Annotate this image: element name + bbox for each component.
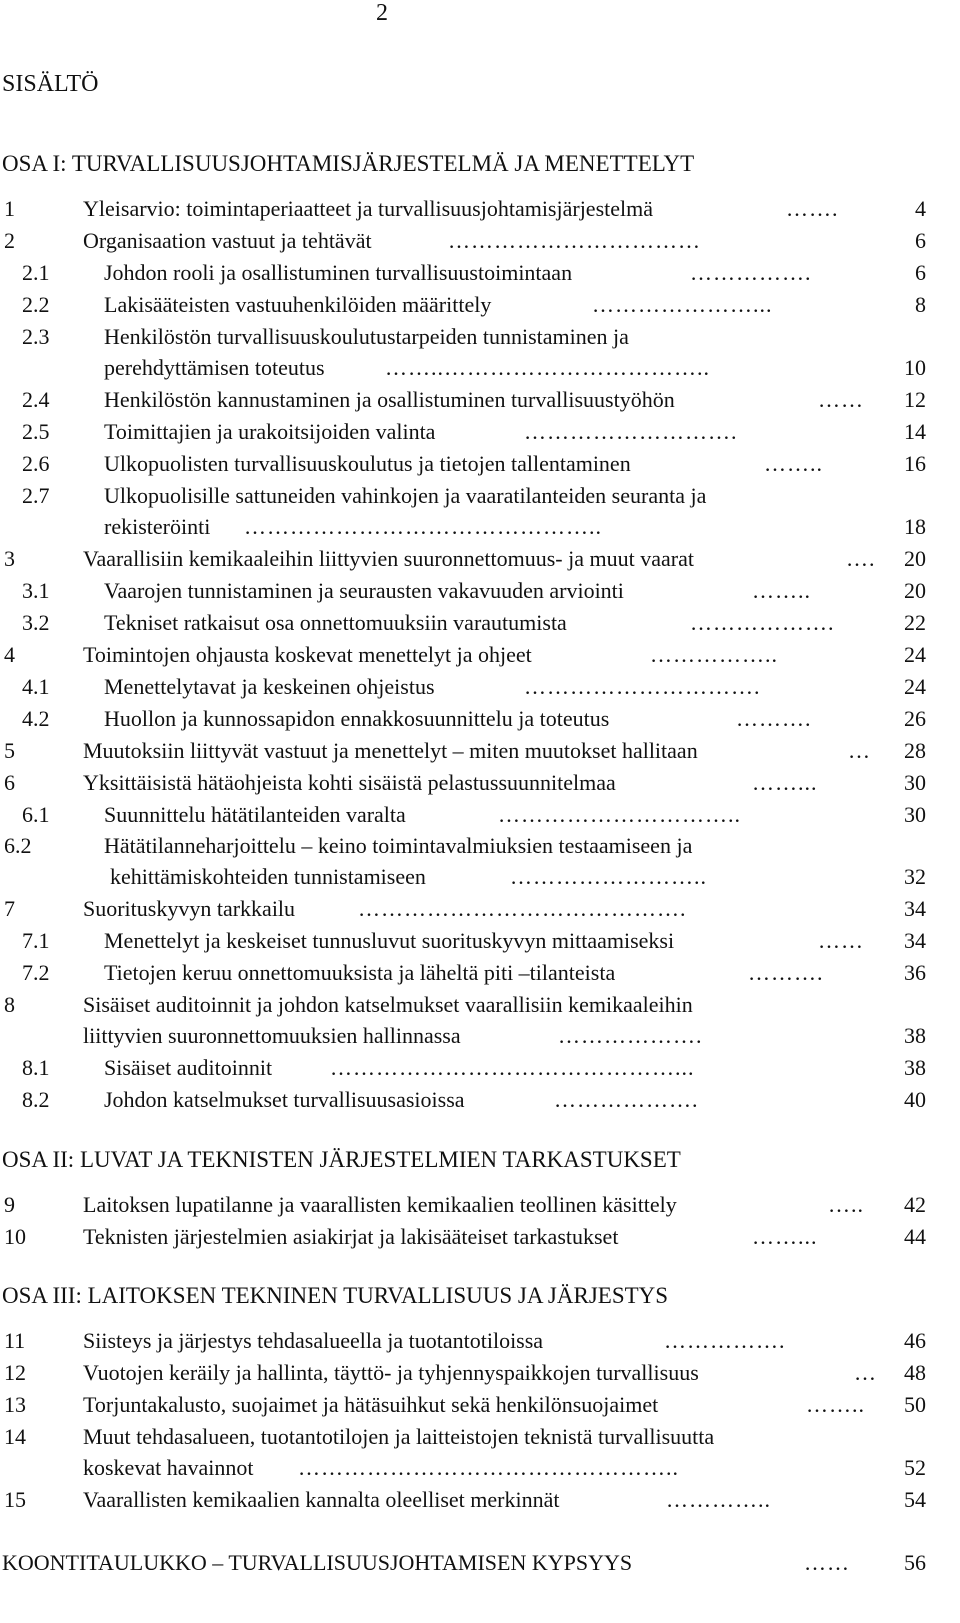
entry-number: 3.1: [22, 578, 50, 603]
entry-number: 9: [4, 1192, 15, 1217]
entry-number: 2: [4, 228, 15, 253]
entry-page: 34: [904, 928, 926, 953]
entry-leader: ……….: [736, 706, 812, 731]
entry-page: 6: [915, 228, 926, 253]
entry-title: Suunnittelu hätätilanteiden varalta: [104, 802, 406, 827]
entry-leader: ….: [846, 546, 876, 571]
entry-title: Tekniset ratkaisut osa onnettomuuksiin varautumista: [104, 610, 567, 635]
entry-leader: ……………….: [690, 610, 835, 635]
entry-leader: …………………………..: [498, 802, 741, 827]
entry-leader: …………….: [664, 1328, 786, 1353]
entry-page: 8: [915, 292, 926, 317]
toc-entry[interactable]: [0, 862, 960, 894]
entry-number: 2.5: [22, 419, 50, 444]
entry-page: 6: [915, 260, 926, 285]
entry-title: Muutoksiin liittyvät vastuut ja menettelyt – miten muutokset hallitaan: [83, 738, 698, 763]
toc-entry[interactable]: [0, 1485, 960, 1517]
entry-title: Tietojen keruu onnettomuuksista ja läheltä piti –tilanteista: [104, 960, 616, 985]
entry-title: koskevat havainnot: [83, 1455, 254, 1480]
toc-entry[interactable]: [0, 1548, 960, 1580]
entry-title: Lakisääteisten vastuuhenkilöiden määrittely: [104, 292, 492, 317]
toc-entry[interactable]: [0, 1422, 960, 1454]
toc-entry[interactable]: [0, 194, 960, 226]
entry-leader: …..: [828, 1192, 864, 1217]
entry-page: 54: [904, 1487, 926, 1512]
entry-leader: …………………………………………..: [298, 1455, 679, 1480]
entry-page: 30: [904, 802, 926, 827]
entry-leader: ……………….: [558, 1023, 703, 1048]
toc-entry[interactable]: [0, 1021, 960, 1053]
entry-number: 2.1: [22, 260, 50, 285]
part-heading-3: OSA III: LAITOKSEN TEKNINEN TURVALLISUUS JA JÄRJESTYS: [2, 1283, 669, 1308]
entry-number: 2.2: [22, 292, 50, 317]
entry-number: 7: [4, 896, 15, 921]
entry-leader: ……..: [806, 1392, 865, 1417]
entry-title: Ulkopuolisille sattuneiden vahinkojen ja vaaratilanteiden seuranta ja: [104, 483, 707, 508]
entry-page: 44: [904, 1224, 926, 1249]
entry-leader: ………………………………………...: [330, 1055, 695, 1080]
toc-entry[interactable]: [0, 1358, 960, 1390]
entry-page: 42: [904, 1192, 926, 1217]
entry-number: 4.2: [22, 706, 50, 731]
entry-title: Huollon ja kunnossapidon ennakkosuunnittelu ja toteutus: [104, 706, 610, 731]
entry-page: 48: [904, 1360, 926, 1385]
toc-entry[interactable]: [0, 322, 960, 354]
entry-title: Johdon rooli ja osallistuminen turvallisuustoimintaan: [104, 260, 573, 285]
entry-page: 28: [904, 738, 926, 763]
entry-number: 7.1: [22, 928, 50, 953]
entry-title: KOONTITAULUKKO – TURVALLISUUSJOHTAMISEN KYPSYYS: [2, 1550, 633, 1575]
entry-title: Menettelytavat ja keskeinen ohjeistus: [104, 674, 435, 699]
entry-leader: ……...: [752, 1224, 818, 1249]
entry-page: 18: [904, 514, 926, 539]
toc-entry[interactable]: [0, 894, 960, 926]
toc-entry[interactable]: [0, 576, 960, 608]
entry-page: 14: [904, 419, 926, 444]
entry-page: 52: [904, 1455, 926, 1480]
toc-entry[interactable]: [0, 1222, 960, 1254]
entry-title: Johdon katselmukset turvallisuusasioissa: [104, 1087, 465, 1112]
toc-entry[interactable]: [0, 385, 960, 417]
entry-page: 24: [904, 674, 926, 699]
entry-leader: …………..: [666, 1487, 771, 1512]
entry-number: 3: [4, 546, 15, 571]
entry-title: Laitoksen lupatilanne ja vaarallisten kemikaalien teollinen käsittely: [83, 1192, 677, 1217]
toc-entry[interactable]: [0, 768, 960, 800]
entry-number: 2.4: [22, 387, 50, 412]
entry-page: 56: [904, 1550, 926, 1575]
entry-title: Yksittäisistä hätäohjeista kohti sisäistä pelastussuunnitelmaa: [83, 770, 616, 795]
toc-entry[interactable]: [0, 704, 960, 736]
toc-entry[interactable]: [0, 958, 960, 990]
toc-entry[interactable]: [0, 258, 960, 290]
entry-title: Siisteys ja järjestys tehdasalueella ja tuotantotiloissa: [83, 1328, 544, 1353]
entry-number: 15: [4, 1487, 26, 1512]
entry-page: 40: [904, 1087, 926, 1112]
entry-title: Vuotojen keräily ja hallinta, täyttö- ja tyhjennyspaikkojen turvallisuus: [83, 1360, 699, 1385]
entry-leader: ……: [818, 387, 864, 412]
entry-title: Torjuntakalusto, suojaimet ja hätäsuihkut sekä henkilönsuojaimet: [83, 1392, 659, 1417]
toc-entry[interactable]: [0, 449, 960, 481]
toc-entry[interactable]: [0, 226, 960, 258]
entry-leader: ……..……………………………..: [385, 355, 710, 380]
entry-number: 2.6: [22, 451, 50, 476]
entry-leader: ……………..: [650, 642, 778, 667]
toc-entry[interactable]: [0, 353, 960, 385]
entry-title: Sisäiset auditoinnit ja johdon katselmukset vaarallisiin kemikaaleihin: [83, 992, 693, 1017]
entry-number: 8.2: [22, 1087, 50, 1112]
entry-leader: …….: [786, 196, 839, 221]
entry-number: 2.3: [22, 324, 50, 349]
entry-number: 4.1: [22, 674, 50, 699]
entry-leader: …………….: [690, 260, 812, 285]
entry-title: kehittämiskohteiden tunnistamiseen: [110, 864, 426, 889]
entry-page: 50: [904, 1392, 926, 1417]
entry-leader: ……………………………: [448, 228, 701, 253]
entry-number: 7.2: [22, 960, 50, 985]
entry-page: 20: [904, 578, 926, 603]
entry-leader: ……………………….: [524, 419, 738, 444]
toc-entry[interactable]: [0, 481, 960, 513]
entry-leader: ………………………….: [524, 674, 761, 699]
entry-leader: ……: [804, 1550, 850, 1575]
entry-title: Henkilöstön turvallisuuskoulutustarpeiden tunnistaminen ja: [104, 324, 629, 349]
entry-title: Sisäiset auditoinnit: [104, 1055, 273, 1080]
toc-entry[interactable]: [0, 417, 960, 449]
entry-leader: ……………….: [554, 1087, 699, 1112]
toc-entry[interactable]: [0, 990, 960, 1022]
entry-title: Hätätilanneharjoittelu – keino toimintavalmiuksien testaamiseen ja: [104, 833, 693, 858]
entry-page: 30: [904, 770, 926, 795]
entry-page: 26: [904, 706, 926, 731]
entry-title: Teknisten järjestelmien asiakirjat ja lakisääteiset tarkastukset: [83, 1224, 619, 1249]
entry-title: Organisaation vastuut ja tehtävät: [83, 228, 372, 253]
toc-entry[interactable]: [0, 736, 960, 768]
entry-leader: ……………………..: [510, 864, 707, 889]
entry-leader: ……...: [752, 770, 818, 795]
entry-number: 10: [4, 1224, 26, 1249]
entry-page: 36: [904, 960, 926, 985]
entry-title: Vaarallisten kemikaalien kannalta oleelliset merkinnät: [83, 1487, 560, 1512]
entry-number: 12: [4, 1360, 26, 1385]
entry-number: 8: [4, 992, 15, 1017]
toc-entry[interactable]: [0, 1390, 960, 1422]
entry-leader: …: [848, 738, 871, 763]
entry-page: 32: [904, 864, 926, 889]
toc-entry[interactable]: [0, 1053, 960, 1085]
entry-page: 16: [904, 451, 926, 476]
entry-number: 6: [4, 770, 15, 795]
toc-entry[interactable]: [0, 672, 960, 704]
entry-page: 34: [904, 896, 926, 921]
entry-leader: ……….: [748, 960, 824, 985]
entry-title: perehdyttämisen toteutus: [104, 355, 325, 380]
toc-entry[interactable]: [0, 290, 960, 322]
entry-leader: …………………………………….: [358, 896, 687, 921]
toc-title: SISÄLTÖ: [2, 71, 99, 97]
entry-number: 14: [4, 1424, 26, 1449]
toc-entry[interactable]: [0, 512, 960, 544]
entry-number: 5: [4, 738, 15, 763]
toc-entry[interactable]: [0, 1190, 960, 1222]
entry-leader: ……..: [764, 451, 823, 476]
entry-title: Vaarallisiin kemikaaleihin liittyvien suuronnettomuus- ja muut vaarat: [83, 546, 694, 571]
entry-title: Ulkopuolisten turvallisuuskoulutus ja tietojen tallentaminen: [104, 451, 631, 476]
toc-entry[interactable]: [0, 608, 960, 640]
entry-leader: ……: [818, 928, 864, 953]
entry-title: Vaarojen tunnistaminen ja seurausten vakavuuden arviointi: [104, 578, 624, 603]
entry-title: Suorituskyvyn tarkkailu: [83, 896, 296, 921]
entry-number: 3.2: [22, 610, 50, 635]
toc-entry[interactable]: [0, 831, 960, 863]
entry-page: 4: [915, 196, 926, 221]
entry-number: 1: [4, 196, 15, 221]
entry-number: 4: [4, 642, 15, 667]
toc-entry[interactable]: [0, 1453, 960, 1485]
part-heading-2: OSA II: LUVAT JA TEKNISTEN JÄRJESTELMIEN TARKASTUKSET: [2, 1147, 681, 1172]
part-heading-1: OSA I: TURVALLISUUSJOHTAMISJÄRJESTELMÄ JA MENETTELYT: [2, 151, 695, 176]
entry-title: rekisteröinti: [104, 514, 211, 539]
entry-number: 2.7: [22, 483, 50, 508]
entry-title: Toimittajien ja urakoitsijoiden valinta: [104, 419, 436, 444]
entry-page: 12: [904, 387, 926, 412]
entry-number: 6.2: [4, 833, 32, 858]
entry-page: 10: [904, 355, 926, 380]
entry-title: Yleisarvio: toimintaperiaatteet ja turvallisuusjohtamisjärjestelmä: [83, 196, 654, 221]
entry-title: Toimintojen ohjausta koskevat menettelyt ja ohjeet: [83, 642, 532, 667]
entry-page: 20: [904, 546, 926, 571]
entry-number: 13: [4, 1392, 26, 1417]
entry-leader: …: [854, 1360, 877, 1385]
entry-title: Muut tehdasalueen, tuotantotilojen ja laitteistojen teknistä turvallisuutta: [83, 1424, 715, 1449]
entry-number: 6.1: [22, 802, 50, 827]
entry-number: 8.1: [22, 1055, 50, 1080]
entry-number: 11: [4, 1328, 26, 1353]
entry-leader: …………………...: [592, 292, 773, 317]
entry-title: Menettelyt ja keskeiset tunnusluvut suorituskyvyn mittaamiseksi: [104, 928, 675, 953]
toc-entry[interactable]: [0, 800, 960, 832]
page-number: 2: [376, 0, 388, 26]
toc-entry[interactable]: [0, 926, 960, 958]
entry-title: Henkilöstön kannustaminen ja osallistuminen turvallisuustyöhön: [104, 387, 675, 412]
entry-page: 24: [904, 642, 926, 667]
entry-page: 38: [904, 1055, 926, 1080]
entry-leader: ……..: [752, 578, 811, 603]
entry-leader: ………………………………………..: [244, 514, 602, 539]
toc-entry[interactable]: [0, 1085, 960, 1117]
entry-page: 38: [904, 1023, 926, 1048]
entry-title: liittyvien suuronnettomuuksien hallinnassa: [83, 1023, 461, 1048]
toc-entry[interactable]: [0, 640, 960, 672]
entry-page: 22: [904, 610, 926, 635]
toc-entry[interactable]: [0, 544, 960, 576]
entry-page: 46: [904, 1328, 926, 1353]
toc-entry[interactable]: [0, 1326, 960, 1358]
